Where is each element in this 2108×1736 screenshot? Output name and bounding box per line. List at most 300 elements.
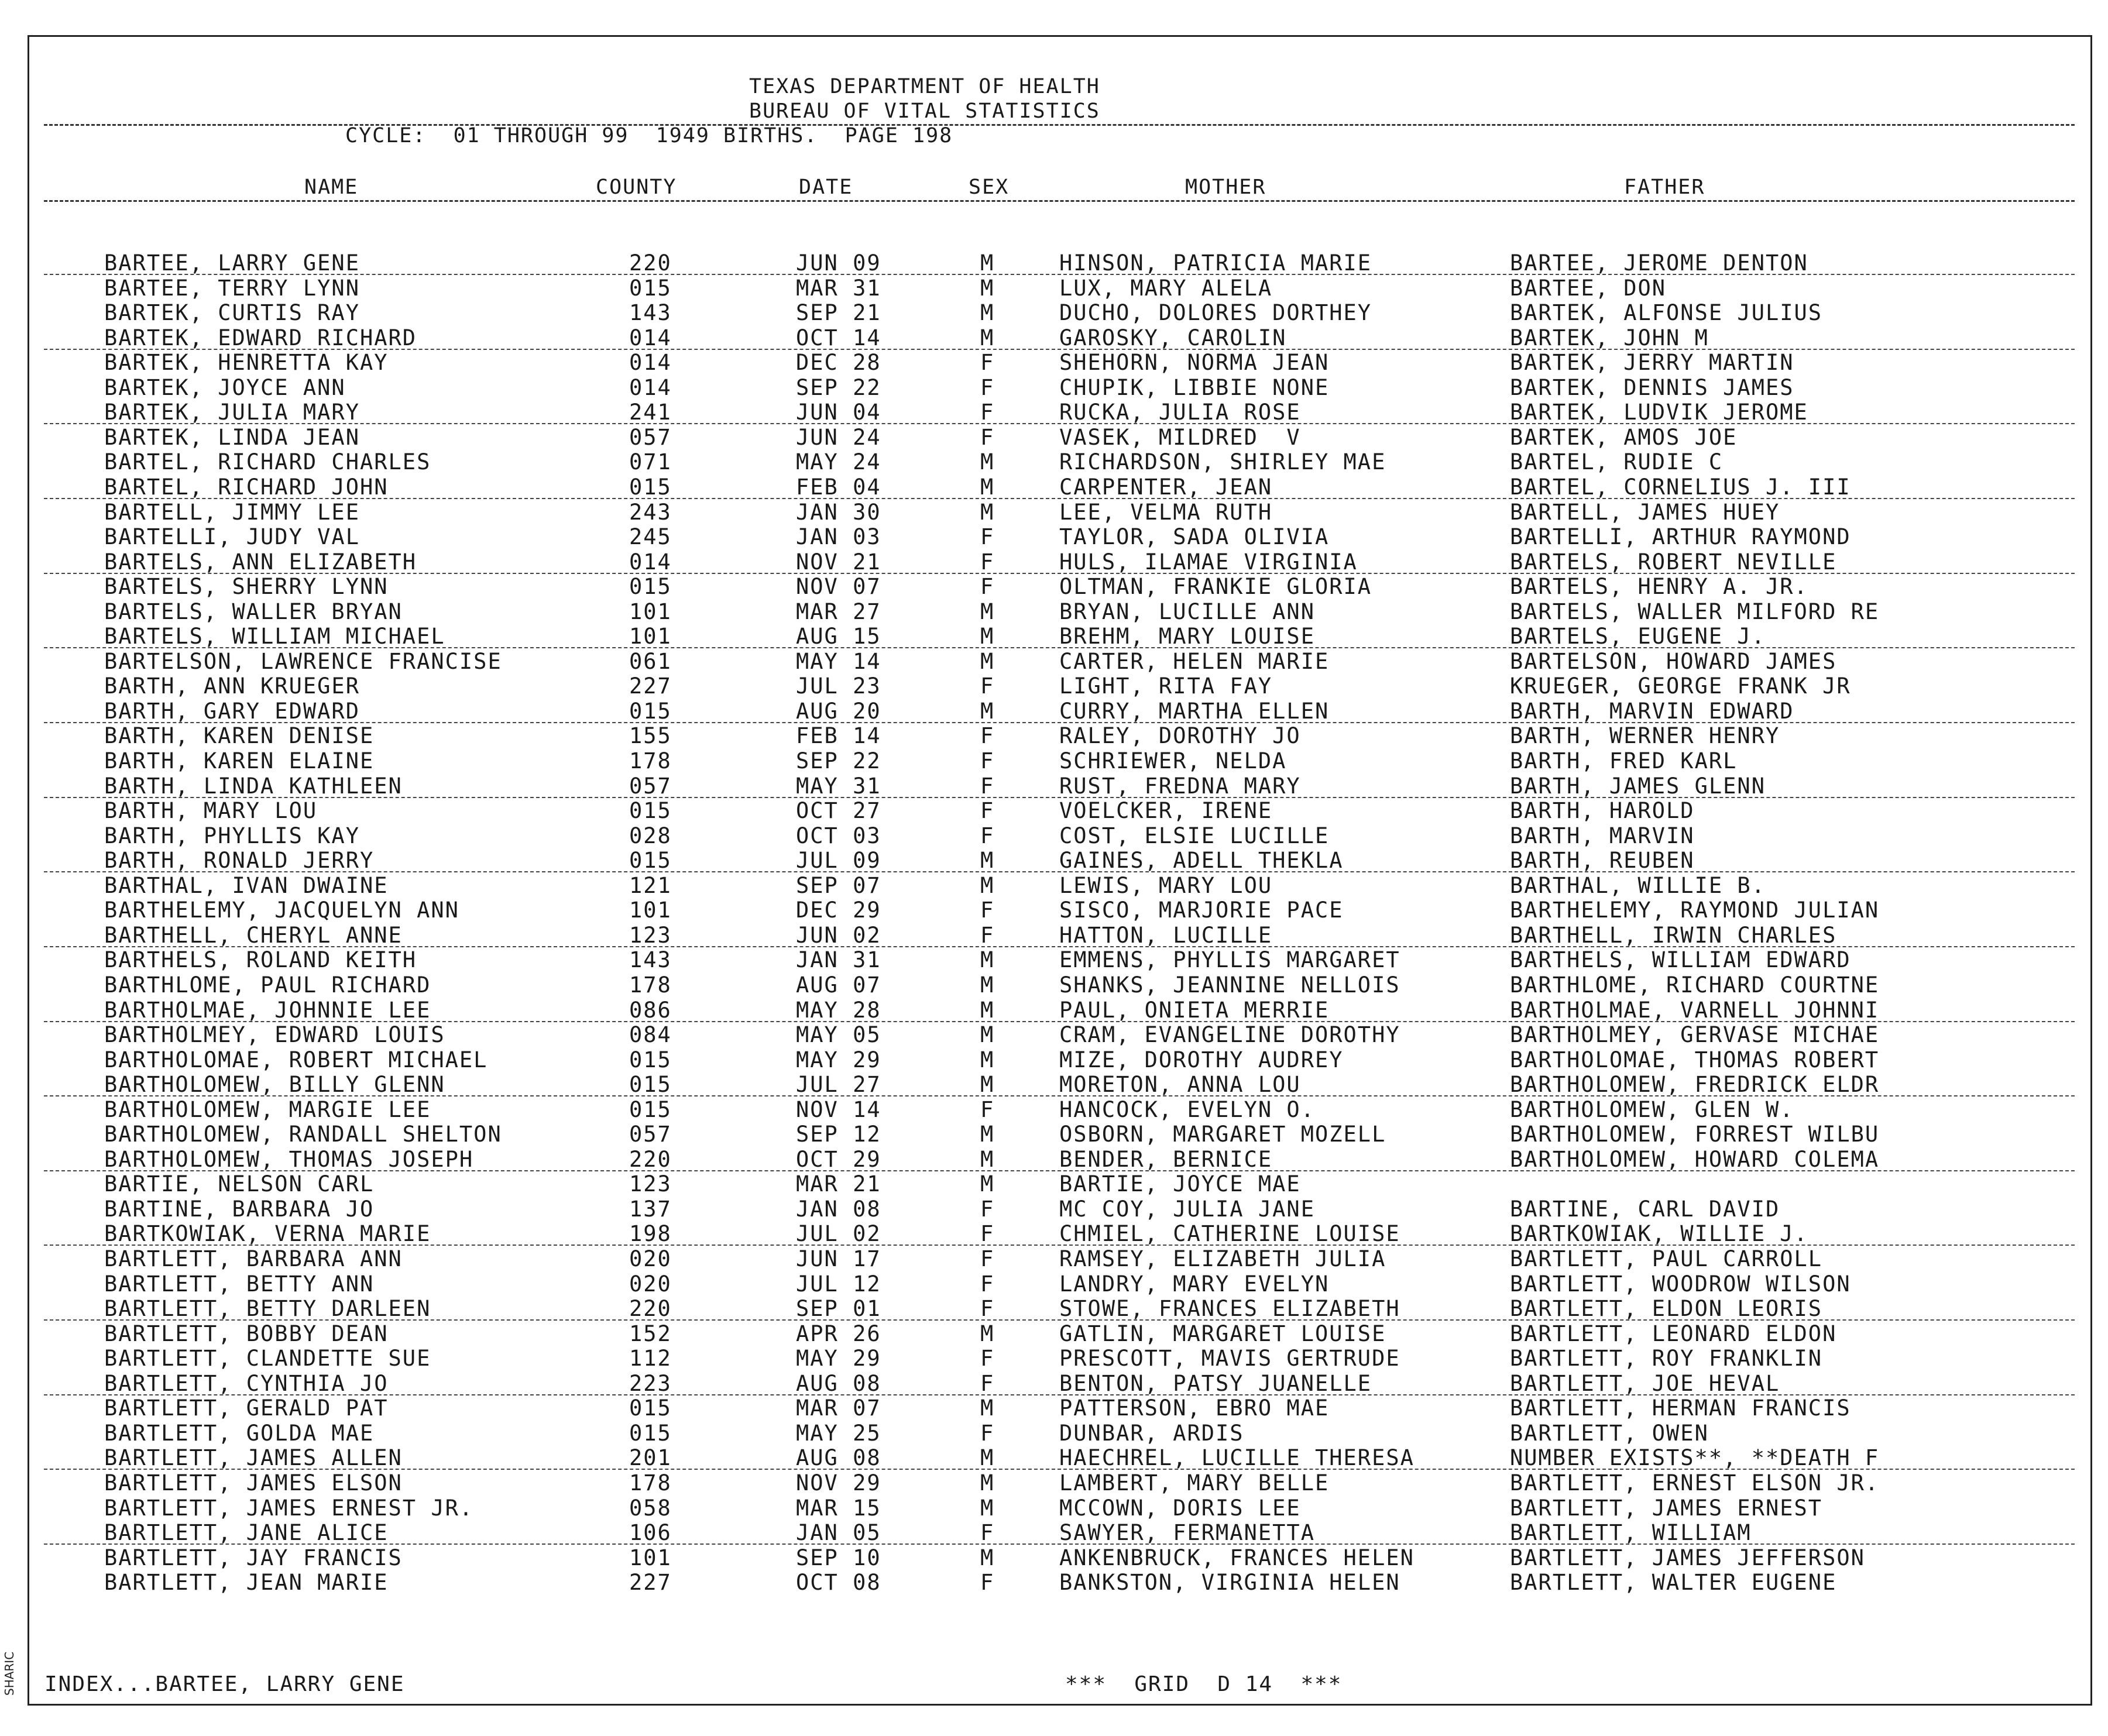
cell-date: AUG 08 [796,1445,881,1471]
cell-mother: STOWE, FRANCES ELIZABETH [1059,1296,1400,1322]
cell-date: OCT 27 [796,798,881,824]
cell-mother: MCCOWN, DORIS LEE [1059,1495,1301,1521]
cell-mother: LIGHT, RITA FAY [1059,673,1273,699]
cell-sex: F [980,374,995,400]
cell-date: MAR 27 [796,599,881,624]
col-mother-header: MOTHER [1185,176,1266,199]
cell-county: 143 [629,300,672,326]
cell-county: 015 [629,1047,672,1072]
cell-mother: VASEK, MILDRED V [1059,424,1301,450]
cell-sex: M [980,1545,995,1570]
cell-county: 015 [629,698,672,724]
cell-mother: PAUL, ONIETA MERRIE [1059,997,1330,1023]
cell-name: BARTHOLMEY, EDWARD LOUIS [104,1022,445,1048]
cell-name: BARTLETT, BETTY ANN [104,1271,375,1297]
cell-date: DEC 28 [796,350,881,376]
cell-name: BARTHOLOMAE, ROBERT MICHAEL [104,1047,488,1072]
cell-sex: F [980,1570,995,1596]
cell-sex: M [980,1047,995,1072]
cell-sex: M [980,474,995,500]
cell-mother: PRESCOTT, MAVIS GERTRUDE [1059,1346,1400,1371]
table-row [0,1097,2108,1122]
table-row [0,1496,2108,1520]
table-row [0,1147,2108,1171]
cell-mother: SHEHORN, NORMA JEAN [1059,350,1330,376]
cell-name: BARTEE, TERRY LYNN [104,275,360,301]
table-row [0,1321,2108,1346]
cell-sex: F [980,1096,995,1122]
cell-county: 241 [629,400,672,425]
cell-name: BARTLETT, JAMES ERNEST JR. [104,1495,474,1521]
cell-name: BARTEK, EDWARD RICHARD [104,325,417,350]
cell-sex: F [980,723,995,749]
table-row [0,1271,2108,1296]
cell-date: MAY 28 [796,997,881,1023]
col-father-header: FATHER [1624,176,1705,199]
cell-sex: F [980,922,995,948]
table-row [0,425,2108,449]
cell-mother: MIZE, DOROTHY AUDREY [1059,1047,1344,1072]
cell-name: BARTLETT, CYNTHIA JO [104,1370,389,1396]
cell-father: BARTLETT, ERNEST ELSON JR. [1510,1470,1880,1496]
cell-date: JUN 04 [796,400,881,425]
cell-father: BARTELS, ROBERT NEVILLE [1510,549,1837,575]
footer-index: INDEX...BARTEE, LARRY GENE [44,1672,405,1696]
cell-father: BARTEE, DON [1510,275,1667,301]
cell-name: BARTLETT, JAMES ELSON [104,1470,403,1496]
cell-county: 178 [629,1470,672,1496]
cell-date: MAY 29 [796,1346,881,1371]
footer-grid: *** GRID D 14 *** [1065,1672,1343,1696]
cell-father: BARTEE, JEROME DENTON [1510,250,1808,276]
cell-date: NOV 14 [796,1096,881,1122]
col-name-header: NAME [304,176,359,199]
cell-name: BARTEK, HENRETTA KAY [104,350,389,376]
cell-sex: M [980,1072,995,1098]
table-row [0,549,2108,574]
cell-father: BARTEK, JOHN M [1510,325,1709,350]
cell-county: 015 [629,574,672,600]
cell-name: BARTLETT, CLANDETTE SUE [104,1346,431,1371]
cell-name: BARTEK, JOYCE ANN [104,374,346,400]
cell-father: BARTKOWIAK, WILLIE J. [1510,1221,1808,1247]
cell-county: 178 [629,748,672,774]
cell-mother: SCHRIEWER, NELDA [1059,748,1287,774]
cell-mother: HATTON, LUCILLE [1059,922,1273,948]
cell-father: BARTHELEMY, RAYMOND JULIAN [1510,898,1880,923]
cell-mother: BREHM, MARY LOUISE [1059,624,1315,649]
cell-name: BARTLETT, BOBBY DEAN [104,1321,389,1346]
cell-father: BARTLETT, WOODROW WILSON [1510,1271,1851,1297]
cell-date: SEP 07 [796,872,881,898]
cell-father: BARTELS, EUGENE J. [1510,624,1766,649]
cell-father: KRUEGER, GEORGE FRANK JR [1510,673,1851,699]
cell-date: JUL 12 [796,1271,881,1297]
table-row [0,300,2108,325]
cell-county: 014 [629,374,672,400]
cell-date: MAR 15 [796,1495,881,1521]
cell-mother: RUCKA, JULIA ROSE [1059,400,1301,425]
cell-father: BARTHOLMEY, GERVASE MICHAE [1510,1022,1880,1048]
department-title: TEXAS DEPARTMENT OF HEALTH [749,75,1100,98]
cell-name: BARTHOLMAE, JOHNNIE LEE [104,997,431,1023]
cell-date: OCT 08 [796,1570,881,1596]
cell-date: FEB 14 [796,723,881,749]
cell-county: 123 [629,922,672,948]
cell-date: JAN 05 [796,1520,881,1546]
cell-sex: M [980,947,995,973]
table-row [0,1421,2108,1445]
cell-sex: F [980,798,995,824]
cell-mother: DUNBAR, ARDIS [1059,1420,1244,1446]
cell-sex: F [980,748,995,774]
cell-sex: M [980,1146,995,1172]
cell-county: 220 [629,1146,672,1172]
cell-mother: CARTER, HELEN MARIE [1059,648,1330,674]
cell-name: BARTHOLOMEW, RANDALL SHELTON [104,1122,502,1147]
cell-mother: MC COY, JULIA JANE [1059,1196,1315,1222]
cell-date: SEP 22 [796,374,881,400]
cell-father: BARTELSON, HOWARD JAMES [1510,648,1837,674]
cell-name: BARTEL, RICHARD CHARLES [104,449,431,475]
cell-county: 014 [629,549,672,575]
cell-father: BARTHOLMAE, VARNELL JOHNNI [1510,997,1880,1023]
cell-name: BARTH, ANN KRUEGER [104,673,360,699]
cell-name: BARTINE, BARBARA JO [104,1196,375,1222]
cell-father: BARTLETT, LEONARD ELDON [1510,1321,1837,1346]
cell-county: 245 [629,524,672,550]
cell-sex: F [980,1346,995,1371]
table-row [0,1395,2108,1420]
cell-county: 106 [629,1520,672,1546]
table-row [0,848,2108,872]
cell-father: BARTH, JAMES GLENN [1510,773,1766,799]
cell-sex: M [980,972,995,998]
cell-name: BARTLETT, JAMES ALLEN [104,1445,403,1471]
cell-name: BARTLETT, JEAN MARIE [104,1570,389,1596]
cell-name: BARTEK, JULIA MARY [104,400,360,425]
cell-father: BARTLETT, OWEN [1510,1420,1709,1446]
cell-date: JAN 03 [796,524,881,550]
cell-date: MAR 31 [796,275,881,301]
table-row [0,1221,2108,1246]
cell-county: 015 [629,275,672,301]
cell-sex: F [980,1370,995,1396]
cell-date: FEB 04 [796,474,881,500]
table-row [0,873,2108,898]
cell-mother: CARPENTER, JEAN [1059,474,1273,500]
cell-mother: OSBORN, MARGARET MOZELL [1059,1122,1386,1147]
cell-date: JUL 27 [796,1072,881,1098]
cell-sex: M [980,1171,995,1197]
cell-mother: LANDRY, MARY EVELYN [1059,1271,1330,1297]
table-row [0,624,2108,648]
cell-county: 101 [629,1545,672,1570]
cell-date: SEP 12 [796,1122,881,1147]
cell-sex: F [980,424,995,450]
cell-name: BARTLETT, GERALD PAT [104,1395,389,1421]
cell-father: BARTHELL, IRWIN CHARLES [1510,922,1837,948]
cell-county: 015 [629,1072,672,1098]
cell-sex: M [980,872,995,898]
cell-sex: F [980,350,995,376]
cell-county: 220 [629,1296,672,1322]
cell-name: BARTEK, LINDA JEAN [104,424,360,450]
cell-county: 223 [629,1370,672,1396]
cell-father: BARTH, MARVIN [1510,823,1695,848]
cell-name: BARTLETT, GOLDA MAE [104,1420,375,1446]
cell-name: BARTH, KAREN ELAINE [104,748,375,774]
cell-county: 015 [629,474,672,500]
cell-county: 020 [629,1271,672,1297]
cell-father: BARTLETT, PAUL CARROLL [1510,1246,1823,1271]
cell-father: BARTELS, HENRY A. JR. [1510,574,1808,600]
cell-mother: LEE, VELMA RUTH [1059,499,1273,525]
cell-father: BARTEK, AMOS JOE [1510,424,1738,450]
table-row [0,1346,2108,1370]
cell-father: NUMBER EXISTS**, **DEATH F [1510,1445,1880,1471]
table-row [0,1246,2108,1271]
cell-father: BARTEK, DENNIS JAMES [1510,374,1794,400]
cell-county: 015 [629,1420,672,1446]
cell-mother: RICHARDSON, SHIRLEY MAE [1059,449,1386,475]
cell-name: BARTEL, RICHARD JOHN [104,474,389,500]
cell-mother: LUX, MARY ALELA [1059,275,1273,301]
cell-sex: F [980,823,995,848]
cell-father: BARTELLI, ARTHUR RAYMOND [1510,524,1851,550]
cell-mother: CHMIEL, CATHERINE LOUISE [1059,1221,1400,1247]
cell-county: 178 [629,972,672,998]
column-header-rule [44,200,2075,202]
cell-name: BARTH, KAREN DENISE [104,723,375,749]
cell-date: APR 26 [796,1321,881,1346]
cell-county: 014 [629,350,672,376]
cell-mother: RALEY, DOROTHY JO [1059,723,1301,749]
cell-county: 015 [629,1096,672,1122]
cell-name: BARTHOLOMEW, THOMAS JOSEPH [104,1146,474,1172]
table-row [0,649,2108,673]
cell-father: BARTLETT, ELDON LEORIS [1510,1296,1823,1322]
table-row [0,1371,2108,1395]
cell-county: 143 [629,947,672,973]
cell-date: MAY 05 [796,1022,881,1048]
cell-father: BARTH, MARVIN EDWARD [1510,698,1794,724]
cell-date: JUN 17 [796,1246,881,1271]
cell-date: JAN 31 [796,947,881,973]
cell-father: BARTLETT, WALTER EUGENE [1510,1570,1837,1596]
cell-date: JUN 24 [796,424,881,450]
cell-father: BARTH, HAROLD [1510,798,1695,824]
cell-name: BARTEE, LARRY GENE [104,250,360,276]
cell-mother: CRAM, EVANGELINE DOROTHY [1059,1022,1400,1048]
table-row [0,723,2108,748]
table-row [0,673,2108,698]
cell-father: BARTINE, CARL DAVID [1510,1196,1780,1222]
cell-sex: F [980,1520,995,1546]
cell-mother: EMMENS, PHYLLIS MARGARET [1059,947,1400,973]
cell-sex: M [980,624,995,649]
cell-mother: SISCO, MARJORIE PACE [1059,898,1344,923]
cell-date: OCT 14 [796,325,881,350]
cell-sex: F [980,1196,995,1222]
cell-father: BARTEK, LUDVIK JEROME [1510,400,1808,425]
cell-county: 057 [629,1122,672,1147]
cell-father: BARTHOLOMEW, HOWARD COLEMA [1510,1146,1880,1172]
cell-county: 084 [629,1022,672,1048]
table-row [0,475,2108,499]
cell-father: BARTLETT, WILLIAM [1510,1520,1752,1546]
cell-sex: M [980,1445,995,1471]
cell-sex: F [980,1296,995,1322]
cell-date: NOV 21 [796,549,881,575]
cell-mother: GAROSKY, CAROLIN [1059,325,1287,350]
cell-mother: MORETON, ANNA LOU [1059,1072,1301,1098]
cell-name: BARTHELS, ROLAND KEITH [104,947,417,973]
cell-county: 015 [629,1395,672,1421]
cell-father: BARTLETT, JOE HEVAL [1510,1370,1780,1396]
cell-name: BARTIE, NELSON CARL [104,1171,375,1197]
col-date-header: DATE [799,176,853,199]
cell-sex: M [980,325,995,350]
cell-father: BARTELL, JAMES HUEY [1510,499,1780,525]
table-row [0,524,2108,549]
cell-county: 057 [629,424,672,450]
cell-sex: M [980,698,995,724]
cell-sex: M [980,449,995,475]
table-row [0,972,2108,997]
cell-date: AUG 07 [796,972,881,998]
cell-name: BARTHELL, CHERYL ANNE [104,922,403,948]
cell-date: AUG 08 [796,1370,881,1396]
cycle-line: CYCLE: 01 THROUGH 99 1949 BIRTHS. PAGE 198 [345,124,953,147]
cell-sex: M [980,1022,995,1048]
cell-mother: PATTERSON, EBRO MAE [1059,1395,1330,1421]
cell-county: 155 [629,723,672,749]
cell-sex: M [980,1321,995,1346]
cell-mother: BRYAN, LUCILLE ANN [1059,599,1315,624]
cell-name: BARTH, MARY LOU [104,798,318,824]
table-row [0,350,2108,374]
cell-date: MAR 07 [796,1395,881,1421]
table-row [0,923,2108,947]
cell-sex: F [980,898,995,923]
cell-county: 123 [629,1171,672,1197]
cell-date: JAN 30 [796,499,881,525]
cell-mother: GAINES, ADELL THEKLA [1059,848,1344,874]
cell-mother: HULS, ILAMAE VIRGINIA [1059,549,1358,575]
cell-father: BARTEL, RUDIE C [1510,449,1724,475]
cell-father: BARTH, WERNER HENRY [1510,723,1780,749]
cell-name: BARTKOWIAK, VERNA MARIE [104,1221,431,1247]
cell-name: BARTHOLOMEW, MARGIE LEE [104,1096,431,1122]
cell-county: 058 [629,1495,672,1521]
cell-name: BARTH, RONALD JERRY [104,848,375,874]
cell-name: BARTLETT, JAY FRANCIS [104,1545,403,1570]
cell-father: BARTEL, CORNELIUS J. III [1510,474,1851,500]
table-row [0,1296,2108,1321]
cell-date: OCT 03 [796,823,881,848]
table-row [0,1197,2108,1221]
cell-county: 014 [629,325,672,350]
table-row [0,699,2108,723]
cell-mother: RAMSEY, ELIZABETH JULIA [1059,1246,1386,1271]
cell-mother: LEWIS, MARY LOU [1059,872,1273,898]
cell-date: AUG 20 [796,698,881,724]
cell-father: BARTHAL, WILLIE B. [1510,872,1766,898]
cell-father: BARTLETT, HERMAN FRANCIS [1510,1395,1851,1421]
cell-mother: COST, ELSIE LUCILLE [1059,823,1330,848]
table-row [0,1520,2108,1545]
cell-mother: GATLIN, MARGARET LOUISE [1059,1321,1386,1346]
cell-date: SEP 01 [796,1296,881,1322]
cell-sex: F [980,549,995,575]
cell-name: BARTELL, JIMMY LEE [104,499,360,525]
cell-county: 137 [629,1196,672,1222]
cell-sex: F [980,524,995,550]
table-row [0,1171,2108,1196]
table-row [0,1072,2108,1096]
cell-sex: F [980,1221,995,1247]
cell-father: BARTHOLOMEW, FREDRICK ELDR [1510,1072,1880,1098]
col-sex-header: SEX [969,176,1010,199]
cell-date: NOV 29 [796,1470,881,1496]
table-row [0,798,2108,823]
cell-date: MAY 14 [796,648,881,674]
table-row [0,250,2108,275]
cell-county: 112 [629,1346,672,1371]
cell-mother: RUST, FREDNA MARY [1059,773,1301,799]
cell-county: 015 [629,798,672,824]
cell-county: 101 [629,898,672,923]
cell-sex: F [980,574,995,600]
cell-mother: BARTIE, JOYCE MAE [1059,1171,1301,1197]
bureau-title: BUREAU OF VITAL STATISTICS [749,99,1100,123]
cell-mother: CURRY, MARTHA ELLEN [1059,698,1330,724]
cell-county: 201 [629,1445,672,1471]
cell-sex: M [980,848,995,874]
cell-mother: VOELCKER, IRENE [1059,798,1273,824]
cell-mother: HINSON, PATRICIA MARIE [1059,250,1372,276]
cell-date: JUN 02 [796,922,881,948]
table-row [0,748,2108,773]
cell-sex: M [980,1470,995,1496]
table-row [0,998,2108,1022]
cell-date: NOV 07 [796,574,881,600]
cell-mother: SHANKS, JEANNINE NELLOIS [1059,972,1400,998]
cell-date: JAN 08 [796,1196,881,1222]
cell-date: JUL 23 [796,673,881,699]
cell-name: BARTHAL, IVAN DWAINE [104,872,389,898]
cell-sex: F [980,673,995,699]
col-county-header: COUNTY [596,176,677,199]
cell-sex: M [980,499,995,525]
table-row [0,947,2108,972]
table-row [0,449,2108,474]
cell-name: BARTELLI, JUDY VAL [104,524,360,550]
cell-father: BARTHOLOMEW, FORREST WILBU [1510,1122,1880,1147]
cell-name: BARTEK, CURTIS RAY [104,300,360,326]
cell-county: 227 [629,1570,672,1596]
cell-mother: CHUPIK, LIBBIE NONE [1059,374,1330,400]
cell-mother: ANKENBRUCK, FRANCES HELEN [1059,1545,1415,1570]
cell-date: SEP 10 [796,1545,881,1570]
cell-father: BARTHELS, WILLIAM EDWARD [1510,947,1851,973]
cell-sex: F [980,1246,995,1271]
cell-father: BARTELS, WALLER MILFORD RE [1510,599,1880,624]
table-row [0,1570,2108,1594]
cell-father: BARTHLOME, RICHARD COURTNE [1510,972,1880,998]
cell-date: MAR 21 [796,1171,881,1197]
